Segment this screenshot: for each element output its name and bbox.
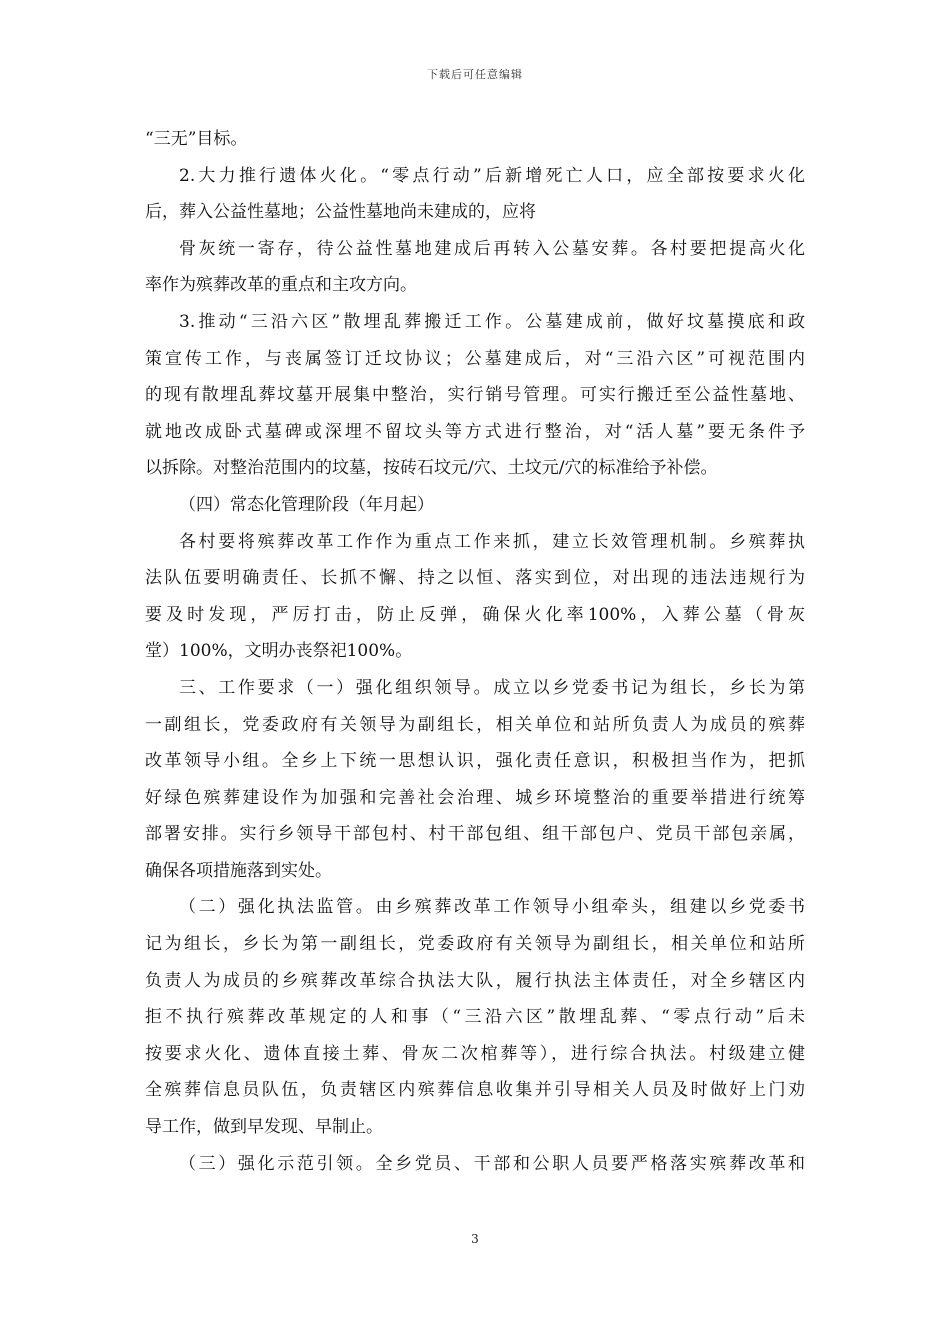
text-line: 按要求火化、遗体直接土葬、骨灰二次棺葬等），进行综合执法。村级建立健 [145,1043,805,1064]
text-line: 堂）100%，文明办丧祭祀100%。 [145,641,413,662]
text-line: “三无”目标。 [145,129,248,149]
text-line: 法队伍要明确责任、长抓不懈、持之以恒、落实到位，对出现的违法违规行为 [145,568,805,589]
text-line: 的现有散埋乱葬坟墓开展集中整治，实行销号管理。可实行搬迁至公益性墓地、 [145,385,805,406]
page-number: 3 [471,1232,479,1246]
text-line: （二）强化执法监管。由乡殡葬改革工作领导小组牵头，组建以乡党委书 [179,897,805,918]
text-line: 改革领导小组。全乡上下统一思想认识，强化责任意识，积极担当作为，把抓 [145,751,805,772]
page-header: 下载后可任意编辑 [427,68,523,81]
text-line: 骨灰统一寄存，待公益性墓地建成后再转入公墓安葬。各村要把提高火化 [179,238,805,259]
text-line: 全殡葬信息员队伍，负责辖区内殡葬信息收集并引导相关人员及时做好上门劝 [145,1080,805,1101]
text-line: （四）常态化管理阶段（年月起） [179,494,434,515]
text-line: 后，葬入公益性墓地；公益性墓地尚未建成的，应将 [145,202,536,223]
text-line: 确保各项措施落到实处。 [145,860,332,881]
text-line: 2.大力推行遗体火化。“零点行动”后新增死亡人口，应全部按要求火化 [179,165,805,186]
text-line: 负责人为成员的乡殡葬改革综合执法大队，履行执法主体责任，对全乡辖区内 [145,970,805,991]
text-line: 3.推动“三沿六区”散埋乱葬搬迁工作。公墓建成前，做好坟墓摸底和政 [179,311,805,332]
text-line: 一副组长，党委政府有关领导为副组长，相关单位和站所负责人为成员的殡葬 [145,714,805,735]
text-line: 拒不执行殡葬改革规定的人和事（“三沿六区”散埋乱葬、“零点行动”后未 [145,1007,805,1028]
text-line: 导工作，做到早发现、早制止。 [145,1117,383,1138]
text-line: 率作为殡葬改革的重点和主攻方向。 [145,275,417,296]
text-line: 要及时发现，严厉打击，防止反弹，确保火化率100%，入葬公墓（骨灰 [145,604,805,625]
text-line: 好绿色殡葬建设作为加强和完善社会治理、城乡环境整治的重要举措进行统筹 [145,787,805,808]
text-line: 策宣传工作，与丧属签订迁坟协议；公墓建成后，对“三沿六区”可视范围内 [145,348,805,369]
text-line: （三）强化示范引领。全乡党员、干部和公职人员要严格落实殡葬改革和 [179,1153,805,1174]
text-line: 以拆除。对整治范围内的坟墓，按砖石坟元/穴、土坟元/穴的标准给予补偿。 [145,458,718,479]
text-line: 部署安排。实行乡领导干部包村、村干部包组、组干部包户、党员干部包亲属， [145,824,805,845]
text-line: 记为组长，乡长为第一副组长，党委政府有关领导为副组长，相关单位和站所 [145,934,805,955]
text-line: 就地改成卧式墓碑或深埋不留坟头等方式进行整治，对“活人墓”要无条件予 [145,421,805,442]
text-line: 各村要将殡葬改革工作作为重点工作来抓，建立长效管理机制。乡殡葬执 [179,531,805,552]
text-line: 三、工作要求（一）强化组织领导。成立以乡党委书记为组长，乡长为第 [179,677,805,698]
document-body [145,121,805,1182]
